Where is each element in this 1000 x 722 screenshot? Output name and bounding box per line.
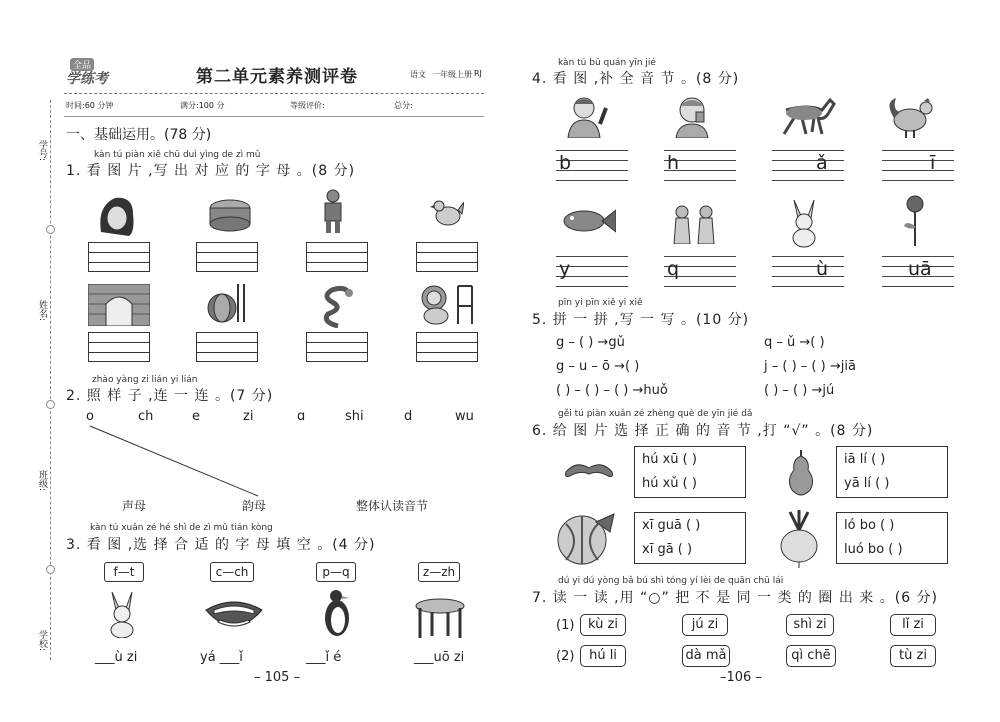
pinyin-line[interactable] <box>556 150 628 180</box>
q7-row-label: (1) <box>556 618 575 633</box>
q2-pinyin: zhào yàng zi lián yi lián <box>92 375 198 385</box>
brand-logo <box>66 58 118 90</box>
q2-letter[interactable]: wu <box>455 409 474 424</box>
pinyin-line[interactable] <box>664 150 736 180</box>
pinyin-line[interactable] <box>664 256 736 286</box>
q2-target-final[interactable]: 韵母 <box>242 499 267 513</box>
q5-item[interactable]: q – ǔ →( ) <box>764 335 825 350</box>
brick-door-icon <box>88 284 150 326</box>
q7-word[interactable]: lǐ zi <box>890 614 936 636</box>
side-label-class: 班级: <box>37 470 47 492</box>
q4-text: 4. 看 图 ,补 全 音 节 。(8 分) <box>532 71 740 87</box>
page-number-right: –106 – <box>720 670 762 685</box>
q5-pinyin: pīn yi pīn xiě yi xiě <box>558 298 643 308</box>
q2-target-initial[interactable]: 声母 <box>122 499 147 513</box>
writing-grid[interactable] <box>306 332 368 362</box>
q1-pinyin: kàn tú piàn xiě chū duì yìng de zì mǔ <box>94 150 261 160</box>
q4-pinyin: kàn tú bǔ quán yīn jié <box>558 58 656 68</box>
q4-given: uā <box>908 258 932 280</box>
binding-dot <box>46 565 55 574</box>
q7-text: 7. 读 一 读 ,用 “○” 把 不 是 同 一 类 的 圈 出 来 。(6 分) <box>532 590 939 606</box>
q5-item[interactable]: ( ) – ( ) →jú <box>764 383 835 398</box>
q7-pinyin: dú yi dú yòng bǎ bú shì tóng yí lèi de quān chū lái <box>558 576 784 586</box>
writing-grid[interactable] <box>306 242 368 272</box>
binding-line <box>50 100 51 660</box>
q2-letter[interactable]: ɑ <box>297 409 306 424</box>
pinyin-line[interactable] <box>772 256 844 286</box>
q4-given: ù <box>816 258 829 280</box>
q2-letter[interactable]: zi <box>243 409 254 424</box>
side-label-name: 姓名: <box>37 300 47 322</box>
q3-blank[interactable]: yá ___ǐ <box>200 650 243 665</box>
pear-icon <box>784 448 818 498</box>
q2-text: 2. 照 样 子 ,连 一 连 。(7 分) <box>66 388 274 404</box>
q6-option[interactable]: xī guā ( ) <box>642 518 701 533</box>
bunny-icon <box>786 198 822 248</box>
q3-pinyin: kàn tú xuǎn zé hé shì de zì mǔ tián kòng <box>90 523 273 533</box>
q3-option[interactable]: f—t <box>104 562 144 582</box>
q2-letter[interactable]: e <box>192 409 200 424</box>
q6-option[interactable]: hú xū ( ) <box>642 452 697 467</box>
hen-icon <box>430 196 464 232</box>
q3-option[interactable]: z—zh <box>418 562 460 582</box>
q6-option[interactable]: luó bo ( ) <box>844 542 903 557</box>
writing-grid[interactable] <box>196 332 258 362</box>
meta-time: 时间:60 分钟 <box>66 101 114 110</box>
q6-option[interactable]: ló bo ( ) <box>844 518 895 533</box>
q7-word[interactable]: shì zi <box>786 614 834 636</box>
chess-pieces-icon <box>666 204 722 244</box>
q3-blank[interactable]: ___ǐ é <box>306 650 342 665</box>
boy-drinking-icon <box>672 94 716 138</box>
q2-letter[interactable]: ch <box>138 409 154 424</box>
q2-letter[interactable]: d <box>404 409 413 424</box>
subject-label: 语文 <box>410 70 426 79</box>
q7-word[interactable]: tù zi <box>890 645 936 667</box>
section-heading: 一、基础运用。(78 分) <box>66 127 212 143</box>
girl-face-icon <box>95 192 137 236</box>
q4-given: b <box>559 152 572 174</box>
writing-grid[interactable] <box>196 242 258 272</box>
q3-blank[interactable]: ___uō zi <box>414 650 465 665</box>
q6-pinyin: gěi tú piàn xuǎn zé zhèng què de yīn jié dǎ <box>558 409 753 419</box>
rabbit-icon <box>104 590 140 638</box>
writing-grid[interactable] <box>88 332 150 362</box>
q5-item[interactable]: g – ( ) →gǔ <box>556 335 625 350</box>
q3-option[interactable]: c—ch <box>210 562 254 582</box>
watermelon-icon <box>552 510 616 566</box>
q5-item[interactable]: ( ) – ( ) – ( ) →huǒ <box>556 383 668 398</box>
q4-given: ǎ <box>816 152 828 174</box>
q7-word[interactable]: hú li <box>580 645 626 667</box>
q7-word[interactable]: jú zi <box>682 614 728 636</box>
header-rule <box>64 93 484 94</box>
rose-icon <box>900 194 930 246</box>
edition-label: RJ <box>474 69 482 78</box>
q4-given: ī <box>930 152 936 174</box>
q2-letter[interactable]: shi <box>345 409 364 424</box>
q3-text: 3. 看 图 ,选 择 合 适 的 字 母 填 空 。(4 分) <box>66 537 376 553</box>
pinyin-line[interactable] <box>772 150 844 180</box>
table-icon <box>414 598 466 640</box>
q6-option[interactable]: iā lí ( ) <box>844 452 886 467</box>
q1-text: 1. 看 图 片 ,写 出 对 应 的 字 母 。(8 分) <box>66 163 356 179</box>
pinyin-line[interactable] <box>882 256 954 286</box>
meta-total: 总分: <box>394 101 413 110</box>
q7-word[interactable]: qì chē <box>786 645 836 667</box>
mustache-icon <box>562 462 616 482</box>
rooster-icon <box>884 96 938 138</box>
q5-item[interactable]: j – ( ) – ( ) →jiā <box>764 359 856 374</box>
binding-dot <box>46 400 55 409</box>
radish-icon <box>774 510 824 568</box>
grade-label: 一年级上册 <box>432 70 472 79</box>
q4-given: y <box>559 258 571 280</box>
penguin-icon <box>322 588 352 638</box>
boy-waving-icon <box>566 94 610 138</box>
q4-given: h <box>667 152 680 174</box>
meta-rule <box>64 116 484 117</box>
q6-option[interactable]: hú xǔ ( ) <box>642 476 697 491</box>
q5-text: 5. 拼 一 拼 ,写 一 写 。(10 分) <box>532 312 750 328</box>
binding-dot <box>46 225 55 234</box>
q2-letter[interactable]: o <box>86 409 94 424</box>
page-title: 第二单元素养测评卷 <box>196 67 358 87</box>
q7-row-label: (2) <box>556 649 575 664</box>
writing-grid[interactable] <box>88 242 150 272</box>
q3-blank[interactable]: ___ù zi <box>95 650 138 665</box>
snake-icon <box>318 284 360 328</box>
q6-option[interactable]: xī gā ( ) <box>642 542 693 557</box>
meta-level: 等级评价: <box>290 101 325 110</box>
q7-word[interactable]: kù zi <box>580 614 626 636</box>
q3-option[interactable]: p—q <box>316 562 356 582</box>
horse-icon <box>778 96 838 136</box>
drum-sticks-icon <box>204 282 248 326</box>
q6-option[interactable]: yā lí ( ) <box>844 476 890 491</box>
q6-text: 6. 给 图 片 选 择 正 确 的 音 节 ,打 “√” 。(8 分) <box>532 423 874 439</box>
writing-grid[interactable] <box>416 332 478 362</box>
side-label-id: 学号: <box>37 140 47 162</box>
pinyin-line[interactable] <box>556 256 628 286</box>
q4-given: q <box>667 258 680 280</box>
pinyin-line[interactable] <box>882 150 954 180</box>
writing-grid[interactable] <box>416 242 478 272</box>
side-label-school: 学校: <box>37 630 47 652</box>
logo-top-text: 全品 <box>70 58 94 71</box>
lion-chair-icon <box>414 282 476 326</box>
q5-item[interactable]: g – u – ō →( ) <box>556 359 640 374</box>
meta-full: 满分:100 分 <box>180 101 225 110</box>
boy-figure-icon <box>320 188 346 234</box>
q7-word[interactable]: dà mǎ <box>682 645 730 667</box>
q2-target-whole[interactable]: 整体认读音节 <box>356 499 429 513</box>
fish-icon <box>560 206 616 236</box>
teeth-mouth-icon <box>204 598 264 634</box>
logo-main-text: 学练考 <box>66 71 108 87</box>
page-number-left: – 105 – <box>254 670 301 685</box>
drum-icon <box>205 196 255 234</box>
example-connect-line <box>88 424 268 498</box>
